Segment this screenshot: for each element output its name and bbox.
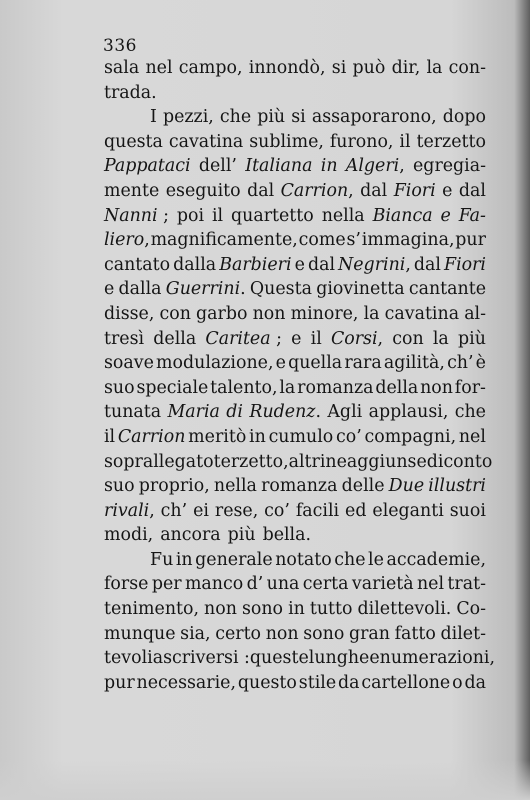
text-line: trada. — [104, 82, 157, 103]
text-line: modi, ancora più bella. — [104, 525, 312, 546]
text-line: e dalla Guerrini. Questa giovinetta cantante — [104, 279, 486, 300]
text-line: liero, magnificamente, come s’ immagina, pur — [104, 230, 486, 251]
text-line: Nanni ; poi il quartetto nella Bianca e Fa- — [104, 205, 486, 226]
text-line: soprallegato terzetto, altri ne aggiunse di conto — [104, 451, 493, 472]
text-line: mente eseguito dal Carrion, dal Fiori e dal — [104, 180, 486, 201]
text-line: tresì della Caritea ; e il Corsi, con la più — [104, 328, 486, 349]
text-line: suo speciale talento, la romanza della non for- — [104, 377, 486, 398]
text-line: Pappataci dell’ Italiana in Algeri, egregia- — [104, 156, 486, 177]
text-line: cantato dalla Barbieri e dal Negrini, dal Fiori — [104, 254, 486, 275]
text-line: I pezzi, che più si assaporarono, dopo — [150, 107, 486, 128]
text-line: questa cavatina sublime, furono, il terzetto — [104, 131, 486, 152]
body-text — [104, 56, 495, 695]
text-line: soave modulazione, e quella rara agilità, ch’ è — [104, 353, 486, 374]
text-line: rivali, ch’ ei rese, co’ facili ed eleganti suoi — [104, 500, 486, 521]
text-line: Fu in generale notato che le accademie, — [150, 549, 486, 570]
text-line: tunata Maria di Rudenz. Agli applausi, che — [104, 402, 486, 423]
page-shadow — [0, 760, 530, 800]
text-line: tevoli a scriversi : queste lunghe enumerazioni, — [104, 648, 495, 669]
text-line: suo proprio, nella romanza delle Due illustri — [104, 476, 486, 497]
text-line: munque sia, certo non sono gran fatto dilet- — [104, 623, 486, 644]
text-line: disse, con garbo non minore, la cavatina al- — [104, 303, 486, 324]
text-line: sala nel campo, innondò, si può dir, la con- — [104, 58, 486, 78]
page-number: 336 — [103, 36, 137, 56]
text-line: tenimento, non sono in tutto dilettevoli. Co- — [104, 599, 486, 620]
text-line: pur necessarie, questo stile da cartellone o da — [104, 672, 486, 693]
text-line: il Carrion meritò in cumulo co’ compagni, nel — [104, 426, 486, 447]
text-line: forse per manco d’ una certa varietà nel trat- — [104, 574, 486, 595]
